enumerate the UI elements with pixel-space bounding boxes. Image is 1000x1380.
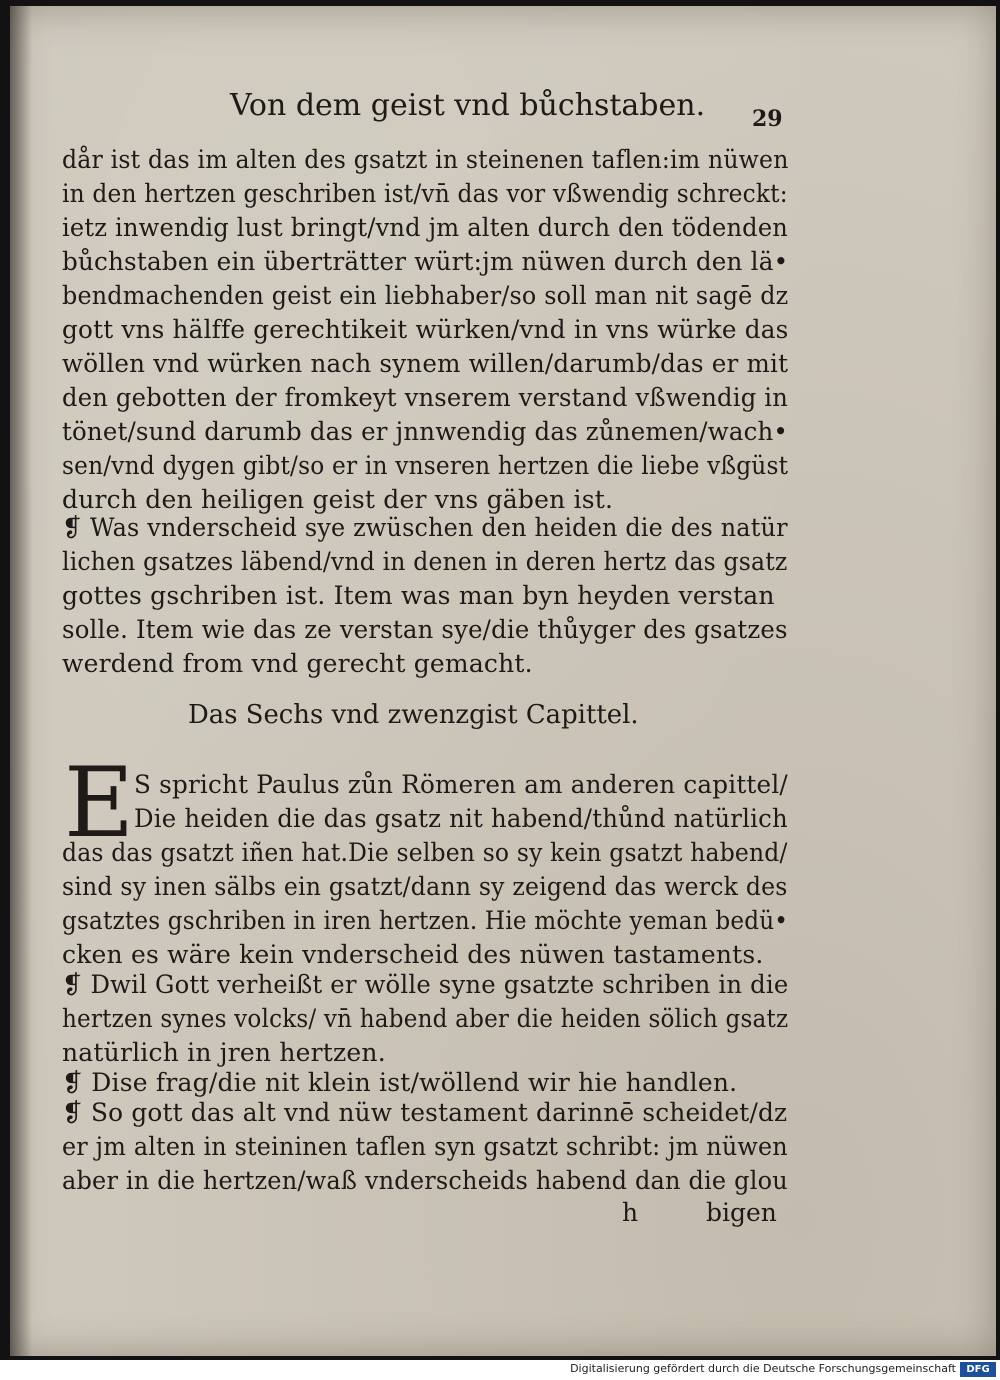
text-line: solle. Item wie das ze verstan sye/die thůyger des gsatzes bbox=[62, 615, 788, 644]
text-line: hertzen synes volcks/ vn̄ habend aber die heiden sölich gsatz bbox=[62, 1004, 789, 1033]
text-line: das das gsatzt iñen hat.Die selben so sy kein gsatzt habend/ bbox=[62, 838, 788, 867]
text-line: Die heiden die das gsatz nit habend/thůnd natürlich bbox=[134, 804, 788, 833]
text-line: ietz inwendig lust bringt/vnd jm alten durch den tödenden bbox=[62, 213, 789, 242]
drop-cap: E bbox=[64, 747, 135, 859]
text-line: sen/vnd dygen gibt/so er in vnseren hertzen die liebe vßgüst bbox=[62, 451, 789, 480]
page-number: 29 bbox=[752, 106, 783, 132]
text-line: durch den heiligen geist der vns gäben ist. bbox=[62, 485, 614, 514]
dfg-logo[interactable]: DFG bbox=[960, 1362, 996, 1377]
text-line: den gebotten der fromkeyt vnserem verstand vßwendig in bbox=[62, 383, 789, 412]
text-line: gott vns hälffe gerechtikeit würken/vnd in vns würke das bbox=[62, 315, 789, 344]
text-line: ❡ Was vnderscheid sye zwüschen den heiden die des natür bbox=[62, 513, 788, 542]
text-line: aber in die hertzen/waß vnderscheids habend dan die glou bbox=[62, 1166, 788, 1195]
signature-mark: h bbox=[622, 1198, 639, 1227]
running-head: Von dem geist vnd bůchstaben. bbox=[230, 88, 706, 123]
footer-credit: Digitalisierung gefördert durch die Deutsche Forschungsgemeinschaft bbox=[570, 1362, 956, 1375]
text-line: ❡ Dwil Gott verheißt er wölle syne gsatzte schriben in die bbox=[62, 970, 789, 999]
chapter-heading: Das Sechs vnd zwenzgist Capittel. bbox=[188, 700, 639, 730]
text-line: dår ist das im alten des gsatzt in steinenen taflen:im nüwen bbox=[62, 145, 789, 174]
text-line: ❡ Dise frag/die nit klein ist/wöllend wir hie handlen. bbox=[62, 1068, 738, 1097]
text-line: natürlich in jren hertzen. bbox=[62, 1038, 386, 1067]
text-line: sind sy inen sälbs ein gsatzt/dann sy zeigend das werck des bbox=[62, 872, 788, 901]
text-line: wöllen vnd würken nach synem willen/darumb/das er mit bbox=[62, 349, 789, 378]
text-line: bůchstaben ein überträtter würt:jm nüwen durch den lä• bbox=[62, 247, 789, 276]
text-line: S spricht Paulus zůn Römeren am anderen capittel/ bbox=[134, 770, 788, 799]
page-gutter-shadow bbox=[10, 6, 32, 1356]
text-line: in den hertzen geschriben ist/vn̄ das vor vßwendig schreckt: bbox=[62, 179, 788, 208]
text-line: gottes gschriben ist. Item was man byn heyden verstan bbox=[62, 581, 775, 610]
catchword: bigen bbox=[706, 1198, 777, 1227]
text-line: gsatztes gschriben in iren hertzen. Hie möchte yeman bedü• bbox=[62, 906, 789, 935]
text-line: bendmachenden geist ein liebhaber/so soll man nit sagē dz bbox=[62, 281, 789, 310]
text-line: tönet/sund darumb das er jnnwendig das zůnemen/wach• bbox=[62, 417, 788, 446]
text-line: ❡ So gott das alt vnd nüw testament darinnē scheidet/dz bbox=[62, 1098, 788, 1127]
footer-bar bbox=[0, 1360, 1000, 1380]
text-line: cken es wäre kein vnderscheid des nüwen tastaments. bbox=[62, 940, 764, 969]
text-line: werdend from vnd gerecht gemacht. bbox=[62, 649, 533, 678]
text-line: er jm alten in steininen taflen syn gsatzt schribt: jm nüwen bbox=[62, 1132, 788, 1161]
text-line: lichen gsatzes läbend/vnd in denen in deren hertz das gsatz bbox=[62, 547, 788, 576]
